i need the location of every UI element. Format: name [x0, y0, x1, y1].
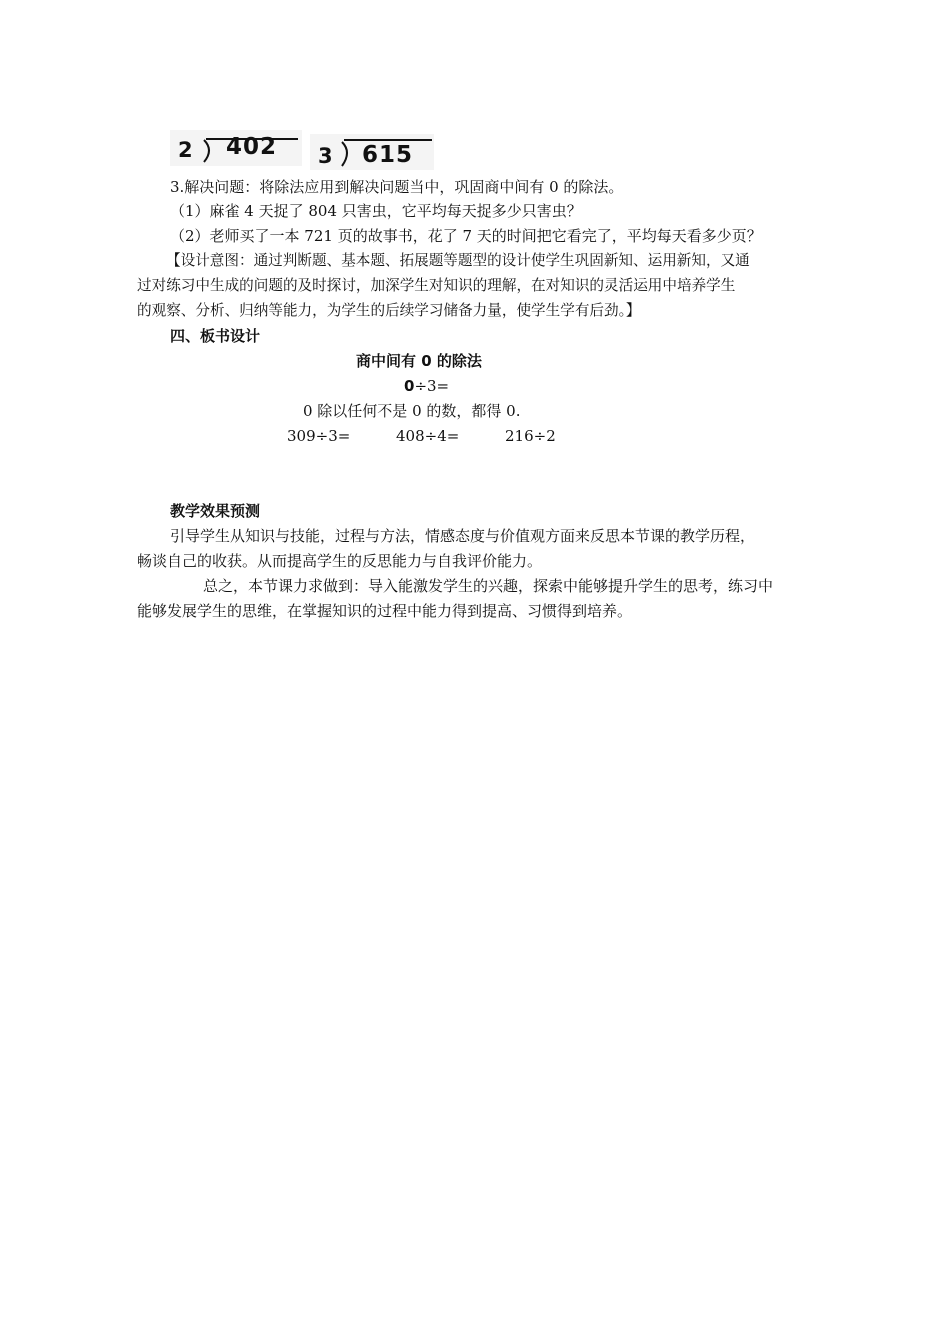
equation-zero [404, 376, 449, 396]
question-2: （2）老师买了一本 721 页的故事书，花了 7 天的时间把它看完了，平均每天看多少页？ [170, 227, 762, 245]
prediction-p2-line-2: 能够发展学生的思维，在掌握知识的过程中能力得到提高、习惯得到培养。 [137, 602, 633, 620]
prediction-heading: 教学效果预测 [170, 502, 261, 520]
prediction-p1-line-1: 引导学生从知识与技能，过程与方法，情感态度与价值观方面来反思本节课的教学历程， [170, 527, 756, 545]
example-2: 408÷4= [396, 427, 460, 445]
board-title: 商中间有 0 的除法 [356, 352, 482, 370]
long-division-2 [310, 134, 434, 168]
section3-heading: 3.解决问题：将除法应用到解决问题当中，巩固商中间有 0 的除法。 [170, 178, 624, 196]
example-3: 216÷2 [505, 427, 556, 445]
example-1: 309÷3= [287, 427, 351, 445]
design-intent-line-2: 过对练习中生成的问题的及时探讨，加深学生对知识的理解，在对知识的灵活运用中培养学生 [137, 277, 736, 294]
dividend: 615 [362, 142, 414, 168]
long-division-1 [170, 130, 302, 164]
design-intent-line-1: 【设计意图：通过判断题、基本题、拓展题等题型的设计使学生巩固新知、运用新知，又通 [166, 252, 750, 269]
equation-zero-bold: 0 [404, 377, 415, 395]
dividend: 402 [226, 134, 278, 160]
zero-rule: 0 除以任何不是 0 的数，都得 0. [303, 402, 521, 420]
divisor: 2 [178, 138, 193, 162]
section4-heading: 四、板书设计 [170, 327, 261, 345]
divisor: 3 [318, 144, 333, 168]
equation-zero-rest: ÷3= [414, 377, 450, 395]
prediction-p2-line-1: 总之，本节课力求做到：导入能激发学生的兴趣，探索中能够提升学生的思考，练习中 [203, 577, 774, 595]
prediction-p1-line-2: 畅谈自己的收获。从而提高学生的反思能力与自我评价能力。 [137, 552, 543, 570]
design-intent-line-3: 的观察、分析、归纳等能力，为学生的后续学习储备力量，使学生学有后劲。】 [137, 302, 641, 319]
question-1: （1）麻雀 4 天捉了 804 只害虫，它平均每天捉多少只害虫？ [170, 202, 582, 220]
